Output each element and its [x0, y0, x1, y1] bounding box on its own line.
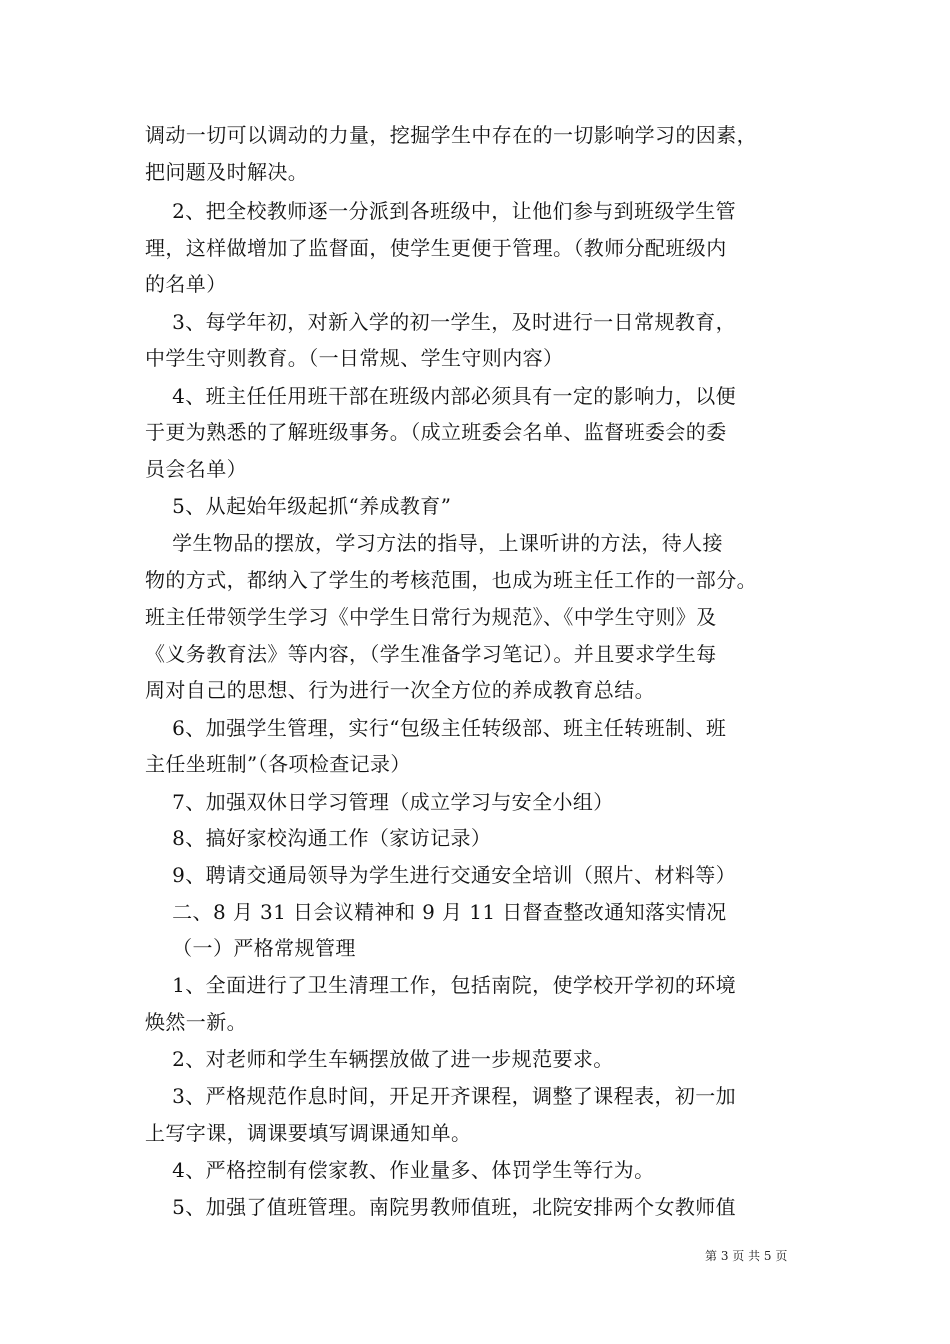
section-heading: 二、8 月 31 日会议精神和 9 月 11 日督查整改通知落实情况 — [145, 900, 727, 924]
text-line: 理，这样做增加了监督面，使学生更便于管理。（教师分配班级内 — [145, 236, 727, 260]
text-line: 8、搞好家校沟通工作（家访记录） — [145, 826, 492, 850]
text-line: 6、加强学生管理，实行“包级主任转级部、班主任转班制、班 — [145, 716, 727, 740]
text-line: 4、班主任任用班干部在班级内部必须具有一定的影响力，以便 — [145, 384, 737, 408]
page-number-footer: 第 3 页 共 5 页 — [705, 1249, 788, 1263]
text-line: 中学生守则教育。（一日常规、学生守则内容） — [145, 346, 564, 370]
text-line: 焕然一新。 — [145, 1010, 247, 1034]
text-line: 把问题及时解决。 — [145, 160, 309, 184]
text-line: 于更为熟悉的了解班级事务。（成立班委会名单、监督班委会的委 — [145, 420, 727, 444]
text-line: 5、加强了值班管理。南院男教师值班，北院安排两个女教师值 — [145, 1195, 737, 1219]
text-line: 3、严格规范作息时间，开足开齐课程，调整了课程表，初一加 — [145, 1084, 737, 1108]
text-line: 《义务教育法》等内容，（学生准备学习笔记）。并且要求学生每 — [145, 642, 717, 666]
text-line: 2、把全校教师逐一分派到各班级中，让他们参与到班级学生管 — [145, 199, 737, 223]
text-line: 物的方式，都纳入了学生的考核范围，也成为班主任工作的一部分。 — [145, 568, 757, 592]
text-line: 4、严格控制有偿家教、作业量多、体罚学生等行为。 — [145, 1158, 655, 1182]
text-line: 员会名单） — [145, 457, 247, 481]
text-line: 2、对老师和学生车辆摆放做了进一步规范要求。 — [145, 1047, 614, 1071]
text-line: 主任坐班制”（各项检查记录） — [145, 752, 411, 776]
subsection-heading: （一）严格常规管理 — [145, 936, 356, 960]
text-line: 上写字课，调课要填写调课通知单。 — [145, 1121, 472, 1145]
text-line: 周对自己的思想、行为进行一次全方位的养成教育总结。 — [145, 678, 655, 702]
text-line: 5、从起始年级起抓“养成教育” — [145, 494, 452, 518]
text-line: 3、每学年初，对新入学的初一学生，及时进行一日常规教育， — [145, 310, 737, 334]
text-line: 9、聘请交通局领导为学生进行交通安全培训（照片、材料等） — [145, 863, 737, 887]
text-line: 学生物品的摆放，学习方法的指导，上课听讲的方法，待人接 — [145, 531, 723, 555]
text-line: 的名单） — [145, 272, 227, 296]
text-line: 调动一切可以调动的力量，挖掘学生中存在的一切影响学习的因素， — [145, 123, 757, 147]
text-line: 1、全面进行了卫生清理工作，包括南院，使学校开学初的环境 — [145, 973, 737, 997]
text-line: 7、加强双休日学习管理（成立学习与安全小组） — [145, 790, 614, 814]
text-line: 班主任带领学生学习《中学生日常行为规范》、《中学生守则》及 — [145, 605, 717, 629]
